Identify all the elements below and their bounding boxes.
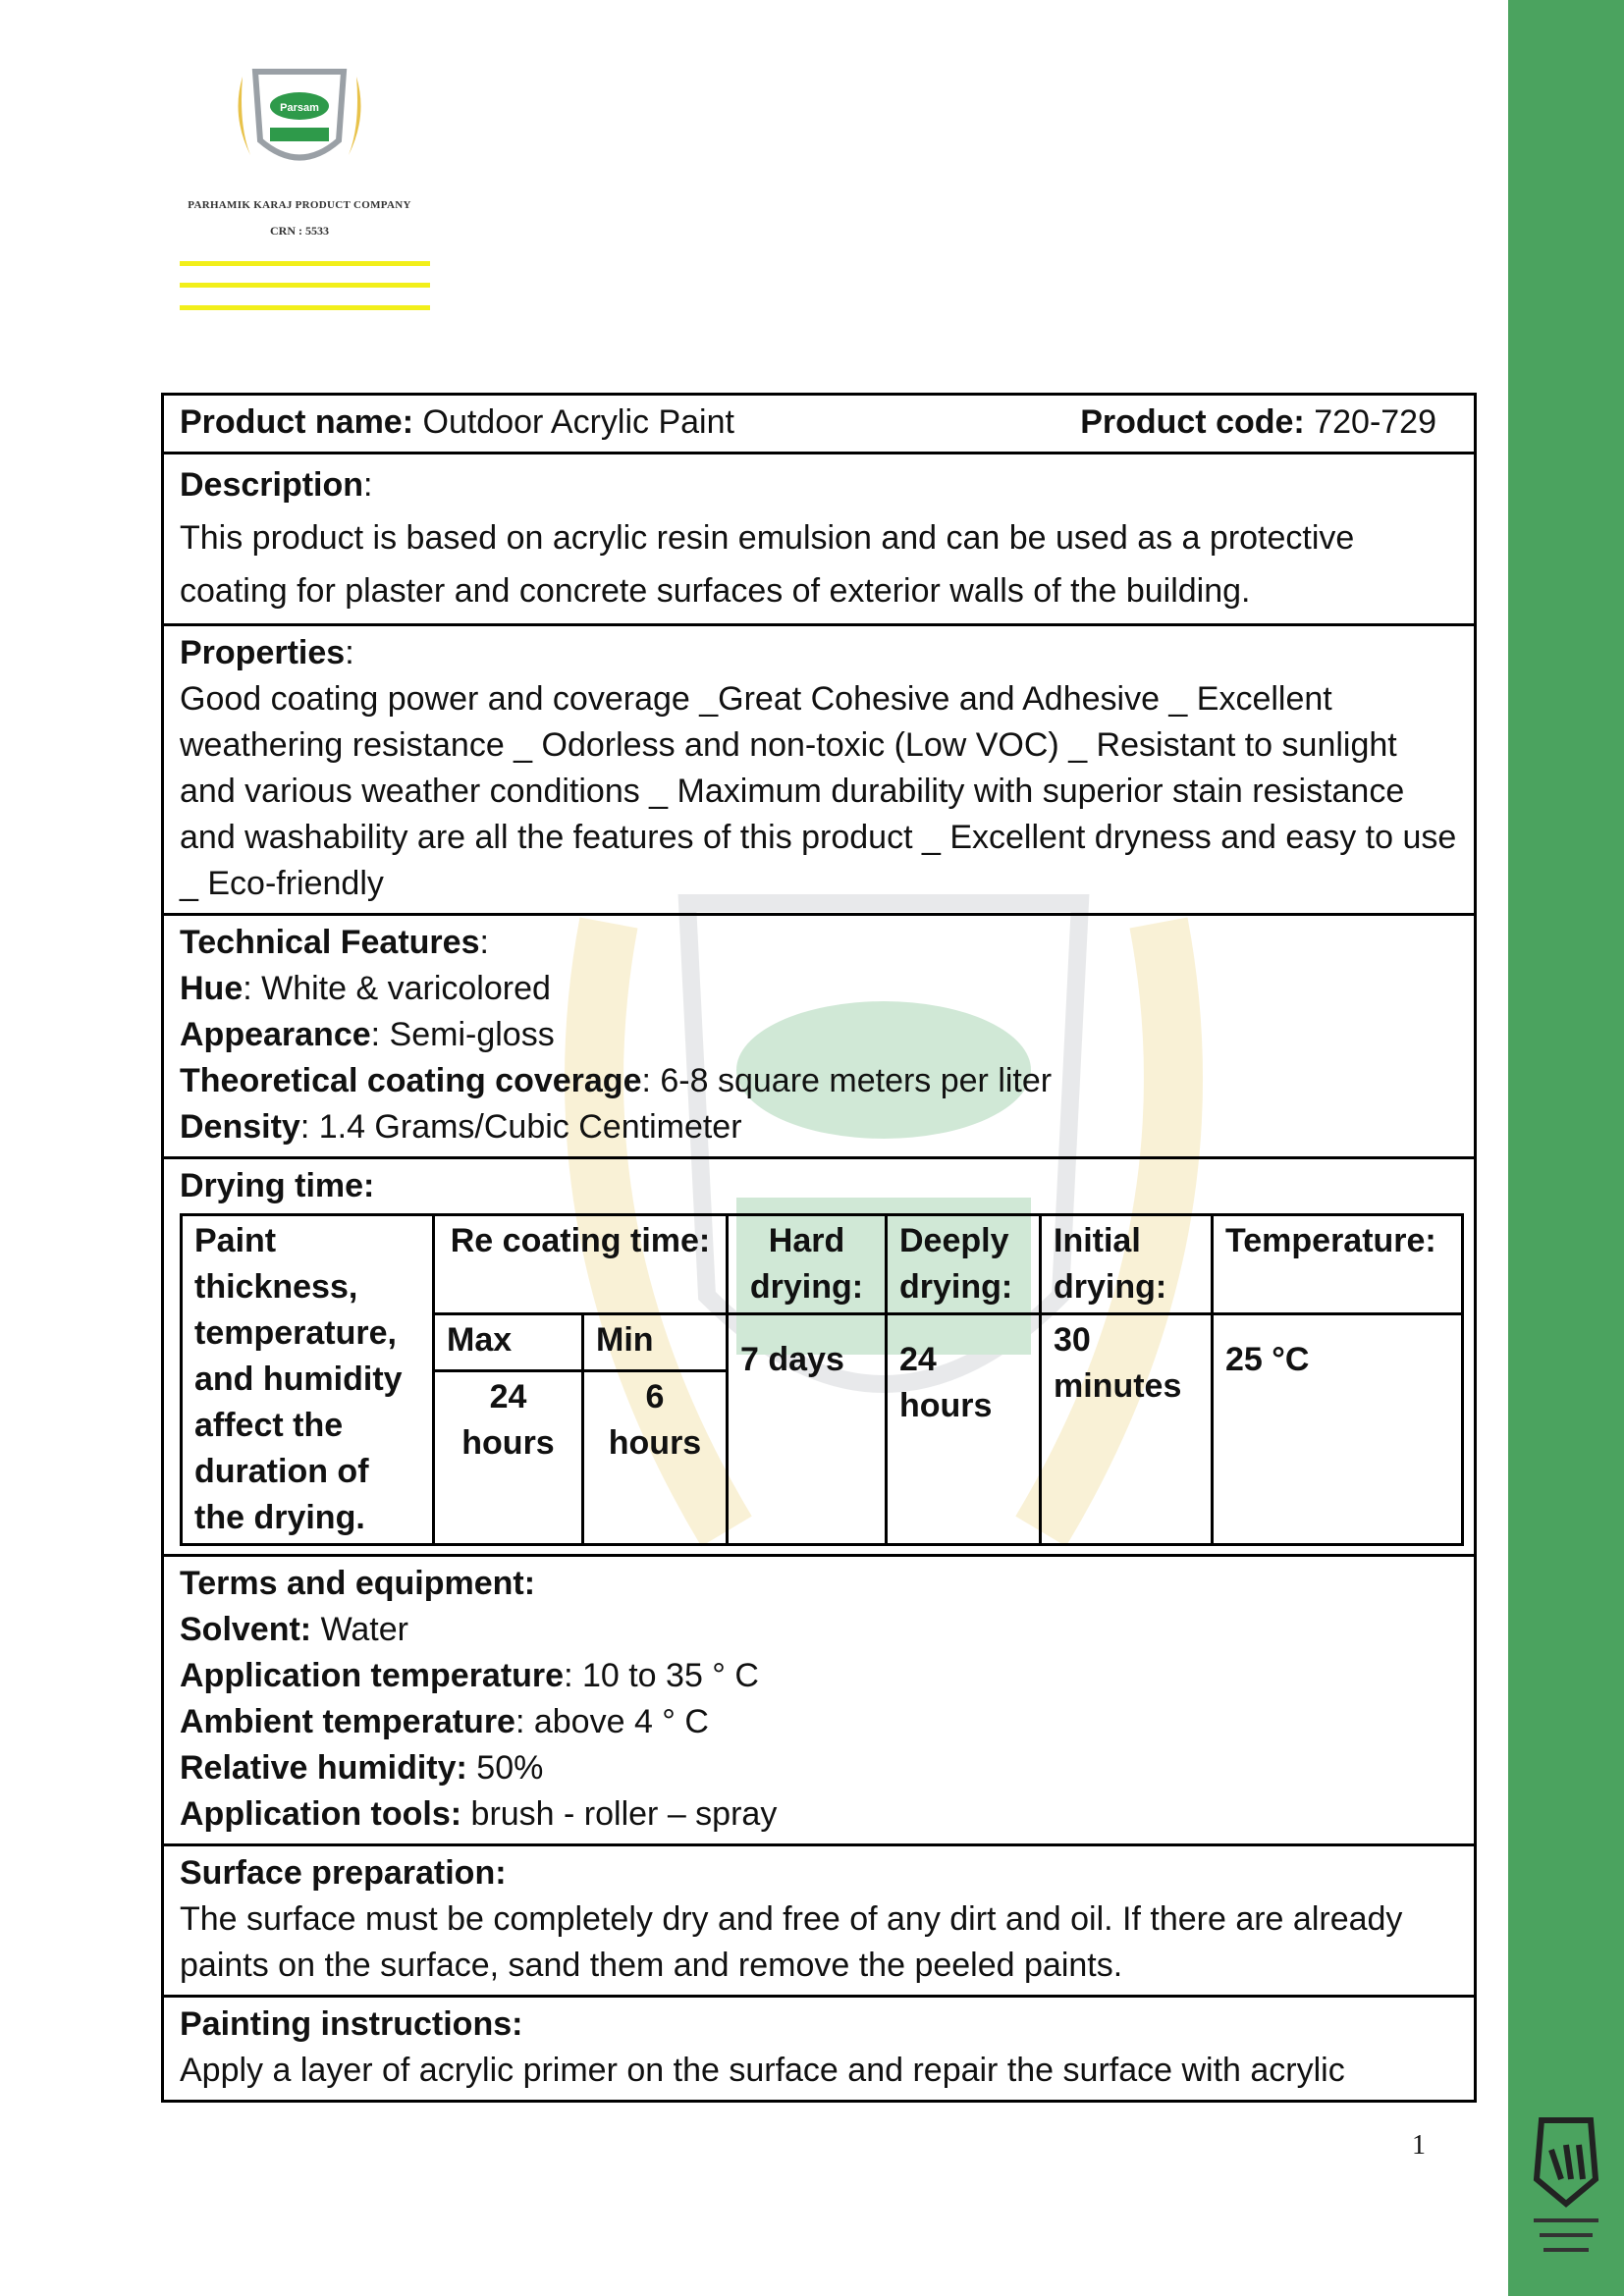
temperature-header: Temperature: — [1213, 1215, 1463, 1314]
terms-item: Solvent: Water — [180, 1611, 408, 1648]
surface-text: The surface must be completely dry and free of any dirt and oil. If there are already paints on the surface, sand them and remove the peeled paints. — [180, 1900, 1403, 1984]
terms-item: Relative humidity: 50% — [180, 1749, 544, 1787]
tech-item: Theoretical coating coverage: 6-8 square meters per liter — [180, 1062, 1053, 1099]
section-heading: Painting instructions: — [180, 2005, 523, 2043]
initial-drying-header: Initial drying: — [1041, 1215, 1213, 1314]
technical-section: Technical Features: Hue: White & varicolored Appearance: Semi-gloss Theoretical coating coverage: 6-8 square meters per liter Density: 1.4 Grams/Cubic Centimeter — [164, 916, 1474, 1159]
properties-section: Properties: Good coating power and coverage _Great Cohesive and Adhesive _ Excellent weathering resistance _ Odorless and non-toxic (Low VOC) _ Resistant to sunlight and various weather conditions _ Maximum durability with superior stain resistance and washability are all the features of this product _ Excellent dryness and easy to use _ Eco-friendly — [164, 626, 1474, 916]
section-heading: Terms and equipment: — [180, 1565, 536, 1602]
properties-text: Good coating power and coverage _Great Cohesive and Adhesive _ Excellent weathering resistance _ Odorless and non-toxic (Low VOC) _ Resistant to sunlight and various weather conditions _ Maximum durability with superior stain resistance and washability are all the features of this product _ Excellent dryness and easy to use _ Eco-friendly — [180, 680, 1457, 902]
terms-item: Application tools: brush - roller – spray — [180, 1795, 778, 1833]
recoating-header: Re coating time: — [434, 1215, 728, 1314]
painting-text: Apply a layer of acrylic primer on the surface and repair the surface with acrylic — [180, 2052, 1345, 2089]
section-heading: Description — [180, 466, 364, 504]
section-heading: Properties — [180, 634, 346, 671]
tech-item: Hue: White & varicolored — [180, 970, 551, 1007]
painting-section — [164, 1998, 1474, 2100]
section-heading: Technical Features — [180, 924, 480, 961]
terms-section — [164, 1557, 1474, 1846]
surface-section — [164, 1846, 1474, 1998]
drying-table — [180, 1213, 1464, 1546]
terms-item: Ambient temperature: above 4 ° C — [180, 1703, 709, 1740]
shield-logo-icon — [221, 57, 378, 194]
product-datasheet — [161, 393, 1477, 2103]
page-number: 1 — [1412, 2130, 1426, 2161]
yellow-line — [180, 305, 430, 310]
min-value: 6 hours — [583, 1371, 728, 1545]
drying-section — [164, 1159, 1474, 1557]
product-name: Product name: Outdoor Acrylic Paint — [180, 403, 734, 441]
standard-mark-icon — [1522, 2110, 1610, 2287]
max-label: Max — [434, 1314, 583, 1371]
deeply-drying-value: 24 hours — [887, 1314, 1041, 1545]
product-header-row — [164, 396, 1474, 454]
tech-item: Density: 1.4 Grams/Cubic Centimeter — [180, 1108, 742, 1146]
initial-drying-value: 30 minutes — [1041, 1314, 1213, 1545]
min-label: Min — [583, 1314, 728, 1371]
deeply-drying-header: Deeply drying: — [887, 1215, 1041, 1314]
drying-note: Paint thickness, temperature, and humidity affect the duration of the drying. — [182, 1215, 434, 1545]
description-section: Description: This product is based on acrylic resin emulsion and can be used as a protective coating for plaster and concrete surfaces of exterior walls of the building. — [164, 454, 1474, 626]
company-name: PARHAMIK KARAJ PRODUCT COMPANY — [188, 199, 411, 211]
yellow-line — [180, 261, 430, 266]
max-value: 24 hours — [434, 1371, 583, 1545]
product-code: Product code: 720-729 — [1080, 403, 1436, 441]
section-heading: Surface preparation: — [180, 1854, 507, 1892]
terms-item: Application temperature: 10 to 35 ° C — [180, 1657, 759, 1694]
tech-item: Appearance: Semi-gloss — [180, 1016, 555, 1053]
company-crn: CRN : 5533 — [270, 224, 329, 238]
section-heading: Drying time: — [180, 1167, 375, 1204]
description-text: This product is based on acrylic resin emulsion and can be used as a protective coating for plaster and concrete surfaces of exterior walls of the building. — [180, 519, 1355, 610]
company-logo — [167, 57, 452, 351]
hard-drying-value: 7 days — [728, 1314, 887, 1545]
hard-drying-header: Hard drying: — [728, 1215, 887, 1314]
side-green-bar — [1508, 0, 1624, 2296]
yellow-line — [180, 283, 430, 288]
temperature-value: 25 °C — [1213, 1314, 1463, 1545]
svg-text:Parsam: Parsam — [280, 102, 319, 114]
